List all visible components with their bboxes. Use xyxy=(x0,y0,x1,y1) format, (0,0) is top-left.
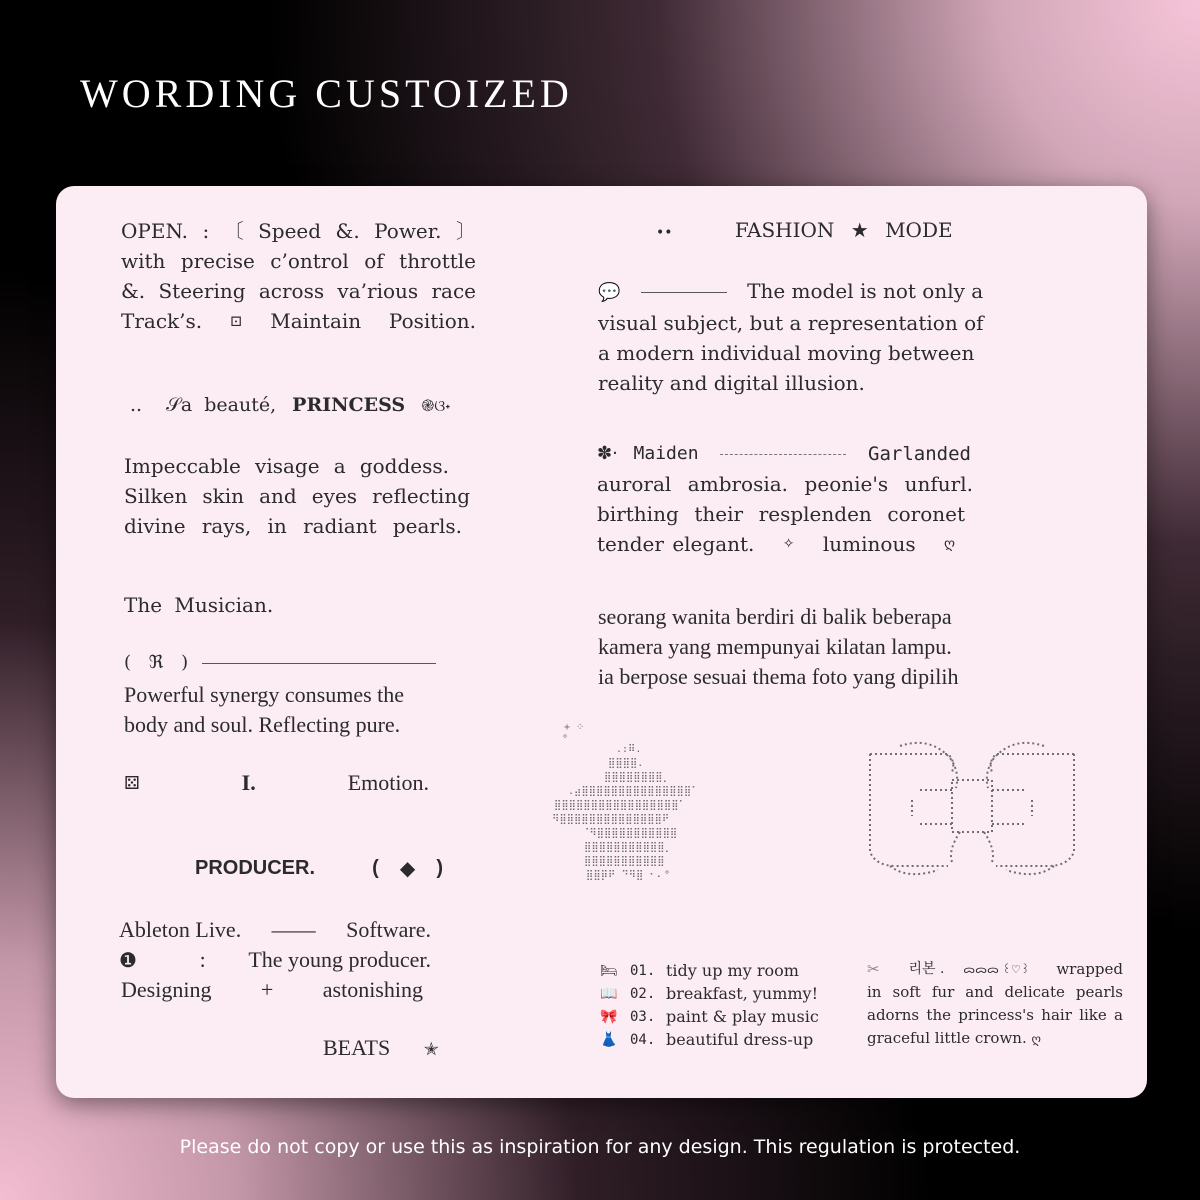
luminous-word: luminous xyxy=(822,532,916,556)
sparkle-icon: ✧ xyxy=(782,536,795,552)
young-producer-line xyxy=(119,945,431,975)
square-dot-icon: ⊡ xyxy=(229,312,243,330)
bow-left-ribbon xyxy=(951,832,960,862)
dice-icon: ⚄ xyxy=(124,772,140,794)
maiden-line-2: auroral ambrosia. peonie's unfurl. xyxy=(597,472,973,496)
beats-word: BEATS xyxy=(323,1035,391,1060)
ribbon-line-4 xyxy=(867,1027,1123,1051)
hat-art-row: ⠈⠻⣿⣿⣿⣿⣿⣿⣿⣿⣿⣿⣿ xyxy=(582,828,678,839)
princess-dots: .. xyxy=(130,394,143,416)
astonishing-word: astonishing xyxy=(322,977,423,1002)
book-icon: 📖 xyxy=(600,985,618,1002)
hat-art-row: ⣿⣿⣿⣿⣿⣿⣿⣿⣿⣿⣿⣿⣿⣿⣿⣿⣿⠁ xyxy=(554,800,686,811)
plus-sign: + xyxy=(260,977,274,1002)
seorang-line-2: kamera yang mempunyai kilatan lampu. xyxy=(598,634,952,659)
elegant-word: elegant. xyxy=(672,532,755,556)
em-dash: —— xyxy=(271,917,316,942)
model-rule xyxy=(641,292,727,293)
list-item xyxy=(600,1028,819,1051)
diamond-icon: ◆ xyxy=(399,856,416,880)
list-item xyxy=(600,982,819,1005)
model-line-1 xyxy=(598,276,984,308)
ribbon-icon: 🎀 xyxy=(600,1008,618,1025)
beats-line xyxy=(323,1035,439,1061)
bow-right-wing xyxy=(996,754,1074,866)
r-paren-open: ( xyxy=(124,652,132,673)
designing-word: Designing xyxy=(121,977,212,1002)
princess-line xyxy=(130,394,451,416)
amp-word: &. xyxy=(335,219,360,243)
hat-art-row: ⠻⣿⣿⣿⣿⣿⣿⣿⣿⣿⣿⣿⣿⣿⣿⠟ xyxy=(552,814,670,825)
hat-art-row: ⣿⣿⣿⣿⣿⣿⣿⣿⣿⣿⣿⡀ xyxy=(584,842,672,853)
software-word: Software. xyxy=(346,917,431,942)
hat-art-row: ⣿⣿⣿⣿. xyxy=(608,758,644,769)
princess-la: 𝒮a xyxy=(166,394,193,416)
impeccable-line-1: Impeccable visage a goddess. xyxy=(124,454,449,478)
impeccable-line-3: divine rays, in radiant pearls. xyxy=(124,514,462,538)
bow-right-ribbon xyxy=(984,832,993,862)
synergy-line-1: Powerful synergy consumes the xyxy=(124,682,405,707)
producer-paren-open: ( xyxy=(372,856,379,879)
swirl-icon: ღ xyxy=(1031,1032,1041,1046)
maiden-line-4 xyxy=(597,529,955,559)
open-colon: : xyxy=(202,219,210,243)
ribbon-line-3: adorns the princess's hair like a xyxy=(867,1006,1123,1024)
r-paren-close: ) xyxy=(181,652,189,673)
musician-title: The Musician. xyxy=(124,593,274,617)
r-line xyxy=(124,652,436,673)
open-label: OPEN. xyxy=(121,219,189,243)
model-line-1-text: The model is not only a xyxy=(747,279,984,303)
impeccable-block xyxy=(124,451,470,541)
bow-upper-left-edge xyxy=(870,754,953,772)
producer-word: PRODUCER. xyxy=(195,856,316,879)
seorang-line-1: seorang wanita berdiri di balik beberapa xyxy=(598,604,952,629)
hat-art-row: .:⠿. xyxy=(616,744,642,755)
speech-bubble-icon: 💬 xyxy=(598,282,621,303)
princess-word: PRINCESS xyxy=(292,394,406,416)
list-item-text: breakfast, yummy! xyxy=(666,984,819,1003)
list-item-number: 04. xyxy=(630,1031,656,1048)
wrapped-word: wrapped xyxy=(1056,960,1123,978)
dress-icon: 👗 xyxy=(600,1031,618,1048)
model-block xyxy=(598,276,984,398)
producer-line xyxy=(195,856,443,880)
model-line-3: a modern individual moving between xyxy=(598,341,975,365)
emotion-line xyxy=(124,770,429,796)
ribbon-block xyxy=(867,958,1123,1051)
bow-top-right-loop xyxy=(987,743,1044,788)
maiden-word: Maiden xyxy=(633,443,699,464)
korean-word: 리본 . xyxy=(908,961,945,977)
princess-beaute: beauté, xyxy=(204,394,277,416)
model-line-2: visual subject, but a representation of xyxy=(598,311,984,335)
copyright-notice: Please do not copy or use this as inspiration for any design. This regulation is protected. xyxy=(179,1136,1021,1158)
list-item-text: tidy up my room xyxy=(666,961,799,980)
tender-word: tender xyxy=(597,532,664,556)
bow-upper-right-edge xyxy=(991,754,1074,772)
emotion-word: Emotion. xyxy=(347,770,429,795)
producer-paren-close: ) xyxy=(436,856,443,879)
list-item xyxy=(600,959,819,982)
page-title: WORDING CUSTOIZED xyxy=(80,71,573,116)
fashion-dots: •• xyxy=(656,225,673,241)
star-icon: ✭ xyxy=(423,1039,439,1060)
young-producer-text: The young producer. xyxy=(248,947,431,972)
synergy-block xyxy=(124,680,404,740)
content-card xyxy=(56,186,1147,1098)
maiden-line-3: birthing their resplenden coronet xyxy=(597,502,965,526)
seorang-line-3: ia berpose sesuai thema foto yang dipilih xyxy=(598,664,959,689)
swirl-icon: ღ xyxy=(943,536,955,552)
hat-art-row: .⣴⣿⣿⣿⣿⣿⣿⣿⣿⣿⣿⣿⣿⣿⣿⣿⠁ xyxy=(568,786,699,797)
open-line-4 xyxy=(121,306,476,336)
producer-body xyxy=(119,915,431,1005)
bracket-close: 〕 xyxy=(455,219,476,243)
ableton-word: Ableton Live. xyxy=(119,917,242,942)
garlanded-word: Garlanded xyxy=(868,443,971,465)
open-line-3: &. Steering across va’rious race xyxy=(121,279,476,303)
scissors-icon: ✂ xyxy=(867,960,880,978)
hat-art-row: ⣿⣿⣿⣿⣿⣿⣿⣿⡀ xyxy=(604,772,670,783)
fashion-line xyxy=(656,218,953,242)
sparkle-dots: + ⁘ xyxy=(564,722,585,733)
star-icon: ★ xyxy=(850,218,869,242)
list-item-text: paint & play music xyxy=(666,1007,819,1026)
maiden-line-1 xyxy=(597,439,971,469)
power-word: Power. xyxy=(374,219,442,243)
synergy-line-2: body and soul. Reflecting pure. xyxy=(124,712,401,737)
ribbon-line-2: in soft fur and delicate pearls xyxy=(867,983,1123,1001)
bow-top-left-loop xyxy=(900,743,957,788)
hat-art-row: ⣿⣿⣿⣿⣿⣿⣿⣿⣿⣿⣿ xyxy=(584,856,665,867)
dotted-hat-art xyxy=(550,710,790,920)
impeccable-line-2: Silken skin and eyes reflecting xyxy=(124,484,470,508)
r-rule xyxy=(202,663,436,664)
bow-knot xyxy=(952,780,992,832)
speed-word: Speed xyxy=(258,219,322,243)
bow-left-tail xyxy=(890,866,938,874)
designing-line xyxy=(121,975,423,1005)
heart-dots: ᯅᯅᯅ ꒰♡꒱ xyxy=(963,963,1030,976)
maiden-block xyxy=(597,439,971,559)
bed-icon: 🛏 xyxy=(600,962,618,979)
flower-icon: ֎ଓ˖ xyxy=(421,396,451,415)
fashion-word: FASHION xyxy=(734,218,835,242)
list-item xyxy=(600,1005,819,1028)
list-item-number: 01. xyxy=(630,962,656,979)
r-letter: ℜ xyxy=(148,652,164,673)
bow-left-wing xyxy=(870,754,948,866)
routine-list xyxy=(600,959,819,1051)
number-one-icon: ❶ xyxy=(119,948,137,972)
hat-art-row: ⣿⣿⡿⠟ ⠙⠻⣿ ⠂⠄° xyxy=(586,870,670,881)
track-word: Track’s. xyxy=(121,309,203,333)
open-line-1 xyxy=(121,216,476,246)
sparkle-ring: ° xyxy=(562,734,569,745)
young-colon: : xyxy=(199,947,206,972)
open-line-2: with precise c’ontrol of throttle xyxy=(121,249,476,273)
list-item-number: 02. xyxy=(630,985,656,1002)
seorang-block xyxy=(598,602,958,692)
list-item-text: beautiful dress-up xyxy=(666,1030,814,1049)
ribbon-line-1 xyxy=(867,958,1123,981)
list-item-number: 03. xyxy=(630,1008,656,1025)
flower-icon: ✽· xyxy=(597,443,618,464)
open-block xyxy=(121,216,476,336)
maintain-word: Maintain xyxy=(270,309,362,333)
model-line-4: reality and digital illusion. xyxy=(598,371,865,395)
mode-word: MODE xyxy=(885,218,953,242)
dotted-bow-art xyxy=(860,732,1084,888)
maiden-dash xyxy=(720,454,846,455)
bracket-open: 〔 xyxy=(223,219,244,243)
ribbon-line-4-text: graceful little crown. xyxy=(867,1029,1027,1047)
ableton-line xyxy=(119,915,431,945)
position-word: Position. xyxy=(388,309,476,333)
bow-right-tail xyxy=(1006,866,1054,874)
roman-numeral: I. xyxy=(241,770,256,795)
